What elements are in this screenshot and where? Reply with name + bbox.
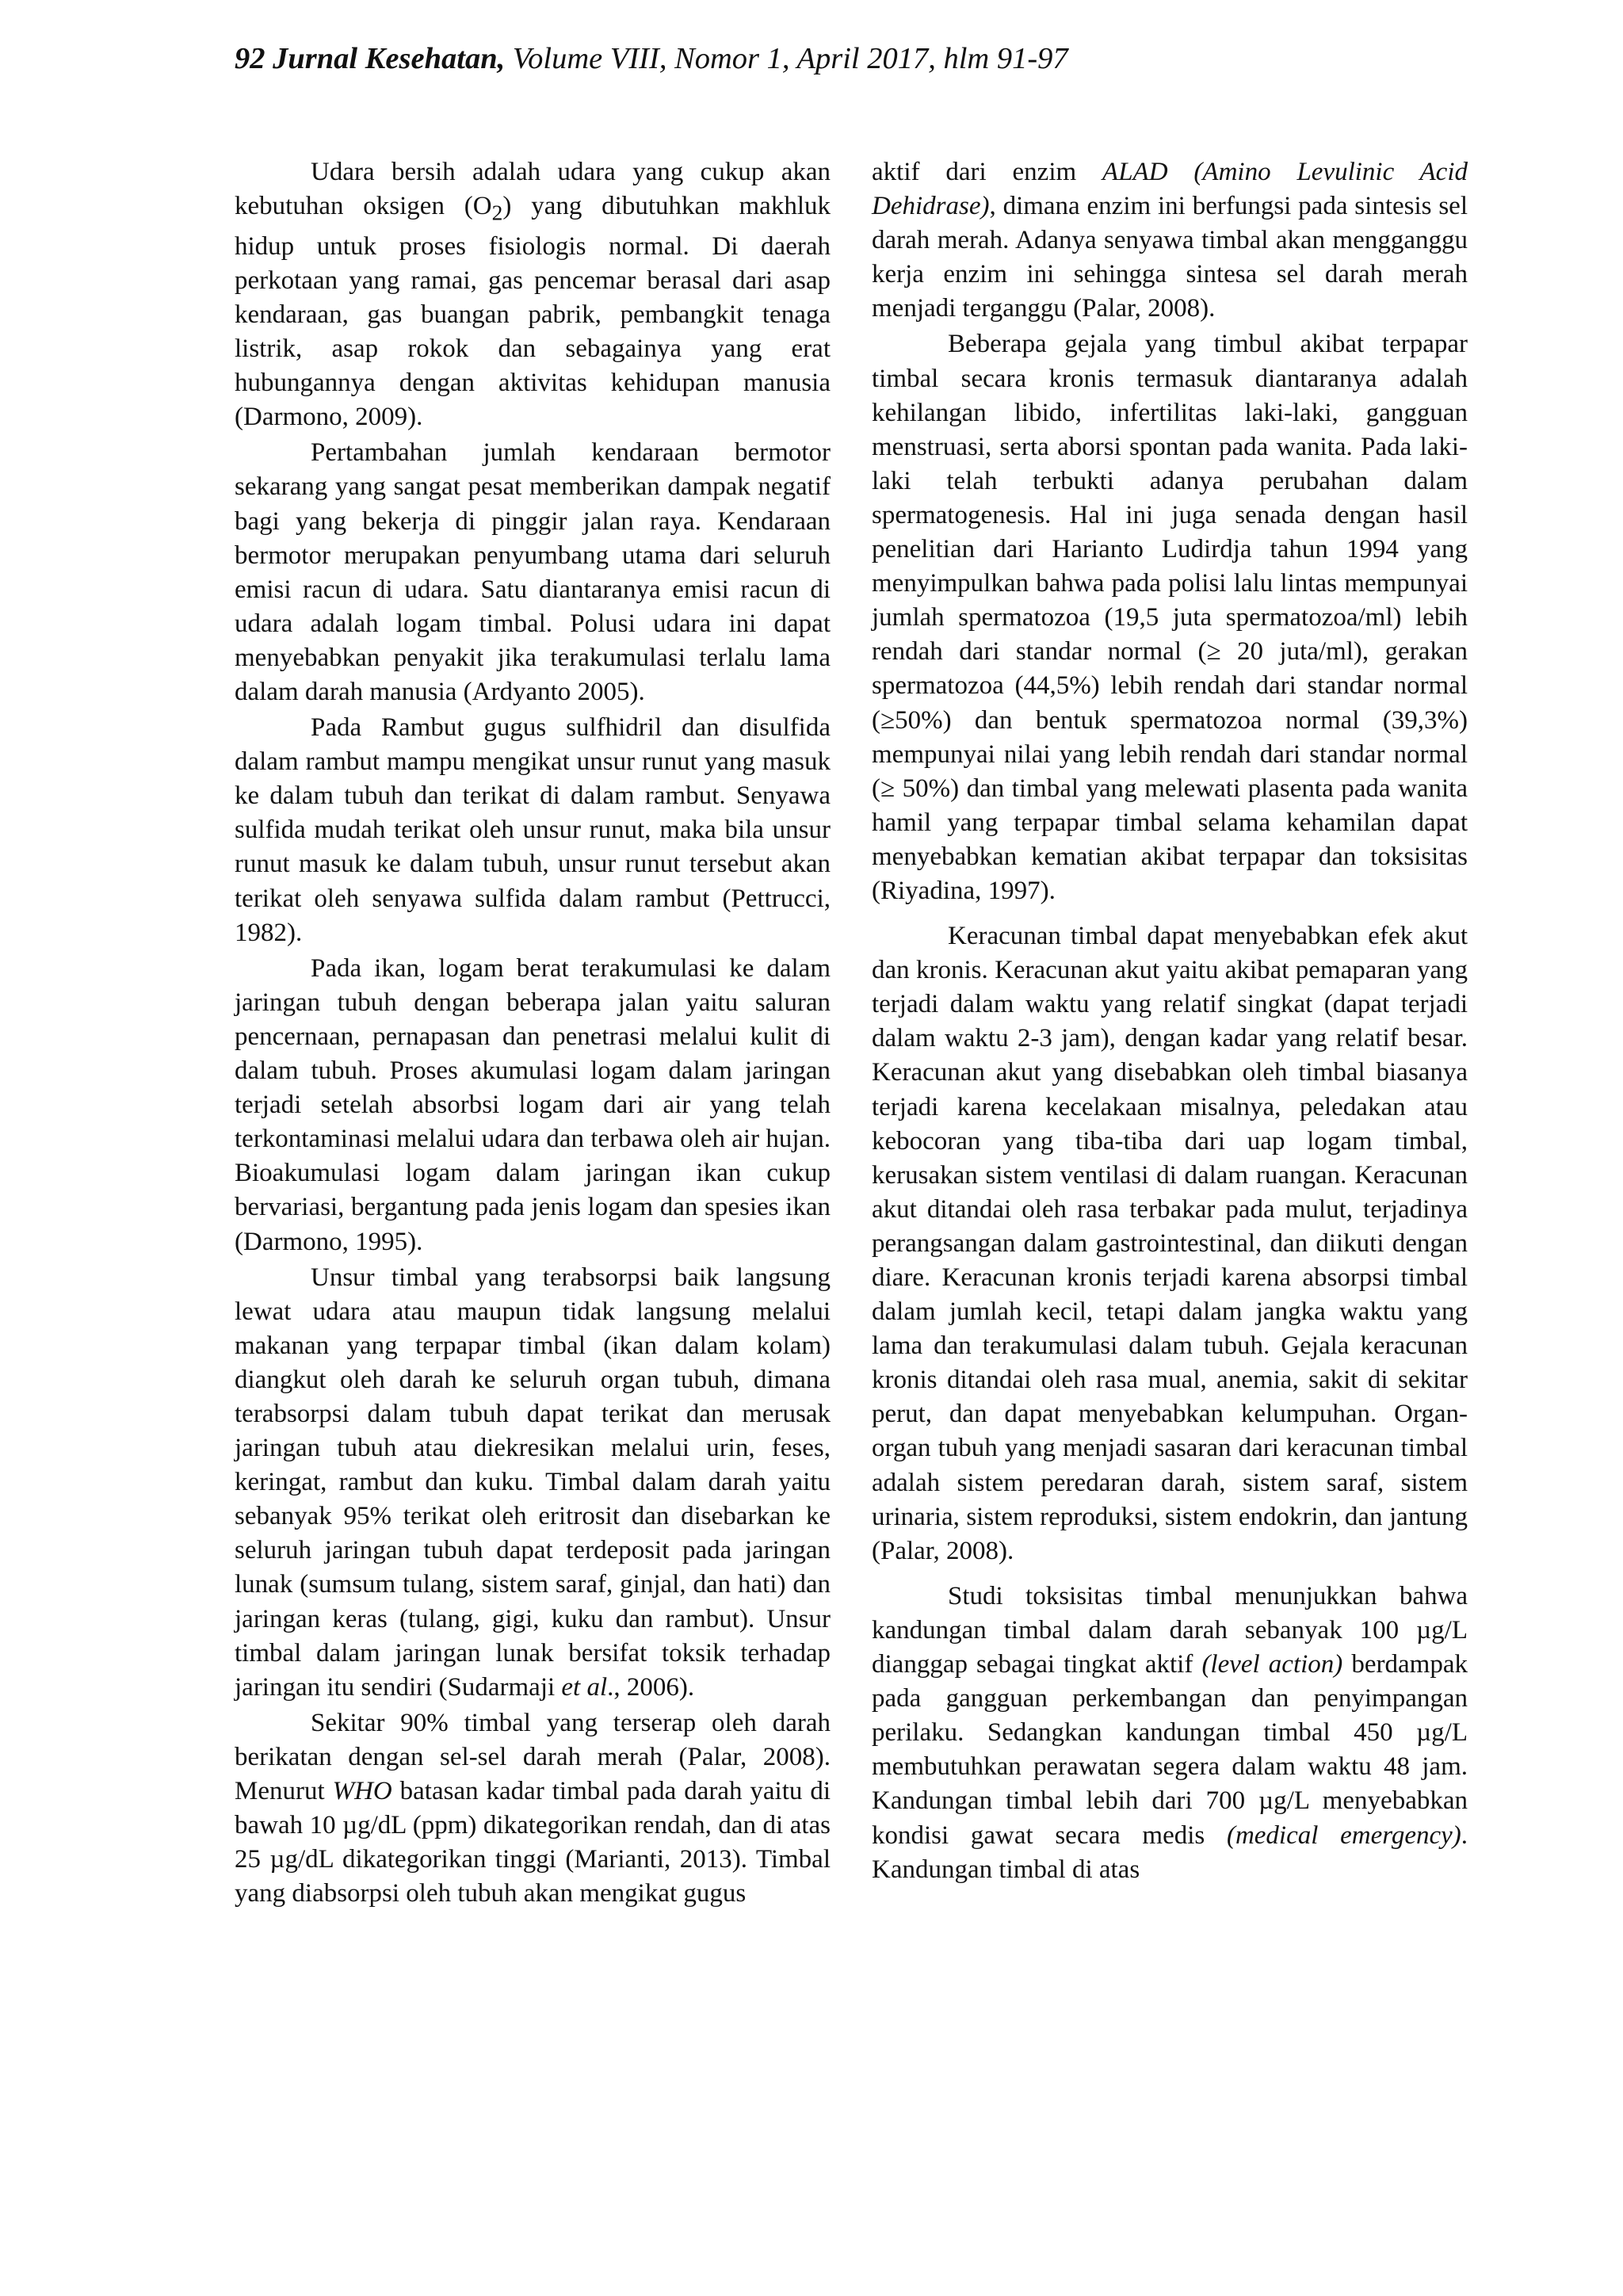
paragraph: Pada ikan, logam berat terakumulasi ke dalam jaringan tubuh dengan beberapa jalan yaitu saluran pencernaan, pernapasan dan penetrasi melalui kulit di dalam tubuh. Proses akumulasi logam dalam jaringan terjadi setelah absorbsi logam dari air yang telah terkontaminasi melalui udara dan terbawa oleh air hujan. Bioakumulasi logam dalam jaringan ikan cukup bervariasi, bergantung pada jenis logam dan spesies ikan (Darmono, 1995). [235, 953, 831, 1256]
paragraph: Pertambahan jumlah kendaraan bermotor sekarang yang sangat pesat memberikan dampak negatif bagi yang bekerja di pinggir jalan raya. Kendaraan bermotor merupakan penyumbang utama dari seluruh emisi racun di udara. Satu diantaranya emisi racun di udara adalah logam timbal. Polusi udara ini dapat menyebabkan penyakit jika terakumulasi terlalu lama dalam darah manusia (Ardyanto 2005). [235, 438, 831, 706]
paragraph: Studi toksisitas timbal menunjukkan bahwa kandungan timbal dalam darah sebanyak 100 µg/L dianggap sebagai tingkat aktif (level action) berdampak pada gangguan perkembangan dan penyimpangan perilaku. Sedangkan kandungan timbal 450 µg/L membutuhkan perawatan segera dalam waktu 48 jam. Kandungan timbal lebih dari 700 µg/L menyebabkan kondisi gawat secara medis (medical emergency). Kandungan timbal di atas [872, 1581, 1468, 1884]
journal-issue: Volume VIII, Nomor 1, April 2017, hlm 91-97 [512, 42, 1068, 75]
paragraph: aktif dari enzim ALAD (Amino Levulinic Acid Dehidrase), dimana enzim ini berfungsi pada sintesis sel darah merah. Adanya senyawa timbal akan mengganggu kerja enzim ini sehingga sintesa sel darah merah menjadi terganggu (Palar, 2008). [872, 158, 1468, 323]
paragraph: Udara bersih adalah udara yang cukup akan kebutuhan oksigen $(O_2)$ yang dibutuhkan makhluk hidup untuk proses fisiologis normal. Di daerah perkotaan yang ramai, gas pencemar berasal dari asap kendaraan, gas buangan pabrik, pembangkit tenaga listrik, asap rokok dan sebagainya yang erat hubungannya dengan aktivitas kehidupan manusia (Darmono, 2009). [235, 158, 831, 432]
paragraph: Sekitar 90% timbal yang terserap oleh darah berikatan dengan sel-sel darah merah (Palar, 2008). Menurut WHO batasan kadar timbal pada darah yaitu di bawah 10 µg/dL (ppm) dikategorikan rendah, dan di atas 25 µg/dL dikategorikan tinggi (Marianti, 2013). Timbal yang diabsorpsi oleh tubuh akan mengikat gugus [235, 1708, 831, 1908]
paragraph: Keracunan timbal dapat menyebabkan efek akut dan kronis. Keracunan akut yaitu akibat pemaparan yang terjadi dalam waktu yang relatif singkat (dapat terjadi dalam waktu 2-3 jam), dengan kadar yang relatif besar. Keracunan akut yang disebabkan oleh timbal biasanya terjadi karena kecelakaan misalnya, peledakan atau kebocoran yang tiba-tiba dari uap logam timbal, kerusakan sistem ventilasi di dalam ruangan. Keracunan akut ditandai oleh rasa terbakar pada mulut, terjadinya perangsangan dalam gastrointestinal, dan diikuti dengan diare. Keracunan kronis terjadi karena absorpsi timbal dalam jumlah kecil, tetapi dalam jangka waktu yang lama dan terakumulasi dalam tubuh. Gejala keracunan kronis ditandai oleh rasa mual, anemia, sakit di sekitar perut, dan dapat menyebabkan kelumpuhan. Organ-organ tubuh yang menjadi sasaran dari keracunan timbal adalah sistem peredaran darah, sistem saraf, sistem urinaria, sistem reproduksi, sistem endokrin, dan jantung (Palar, 2008). [872, 922, 1468, 1565]
running-header [235, 40, 1068, 78]
paragraph: Pada Rambut gugus sulfhidril dan disulfida dalam rambut mampu mengikat unsur runut yang masuk ke dalam tubuh dan terikat di dalam rambut. Senyawa sulfida mudah terikat oleh unsur runut, maka bila unsur runut masuk ke dalam tubuh, unsur runut tersebut akan terikat oleh senyawa sulfida dalam rambut (Pettrucci, 1982). [235, 713, 831, 947]
page-number: 92 [235, 42, 265, 75]
paragraph: Unsur timbal yang terabsorpsi baik langsung lewat udara atau maupun tidak langsung melalui makanan yang terpapar timbal (ikan dalam kolam) diangkut oleh darah ke seluruh organ tubuh, dimana terabsorpsi dalam tubuh dapat terikat dan merusak jaringan tubuh atau diekresikan melalui urin, feses, keringat, rambut dan kuku. Timbal dalam darah yaitu sebanyak 95% terikat oleh eritrosit dan disebarkan ke seluruh jaringan tubuh dapat terdeposit pada jaringan lunak (sumsum tulang, sistem saraf, ginjal, dan hati) dan jaringan keras (tulang, gigi, kuku dan rambut). Unsur timbal dalam jaringan lunak bersifat toksik terhadap jaringan itu sendiri (Sudarmaji et al., 2006). [235, 1263, 831, 1702]
left-column [235, 155, 831, 1911]
right-column [872, 155, 1468, 1887]
paragraph: Beberapa gejala yang timbul akibat terpapar timbal secara kronis termasuk diantaranya adalah kehilangan libido, infertilitas laki-laki, gangguan menstruasi, serta aborsi spontan pada wanita. Pada laki-laki telah terbukti adanya perubahan dalam spermatogenesis. Hal ini juga senada dengan hasil penelitian dari Harianto Ludirdja tahun 1994 yang menyimpulkan bahwa pada polisi lalu lintas mempunyai jumlah spermatozoa (19,5 juta spermatozoa/ml) lebih rendah dari standar normal (≥ 20 juta/ml), gerakan spermatozoa (44,5%) lebih rendah dari standar normal (≥50%) dan bentuk spermatozoa normal (39,3%) mempunyai nilai yang lebih rendah dari standar normal (≥ 50%) dan timbal yang melewati plasenta pada wanita hamil yang terpapar timbal selama kehamilan dapat menyebabkan kematian akibat terpapar dan toksisitas (Riyadina, 1997). [872, 330, 1468, 905]
journal-name: Jurnal Kesehatan, [273, 42, 506, 75]
